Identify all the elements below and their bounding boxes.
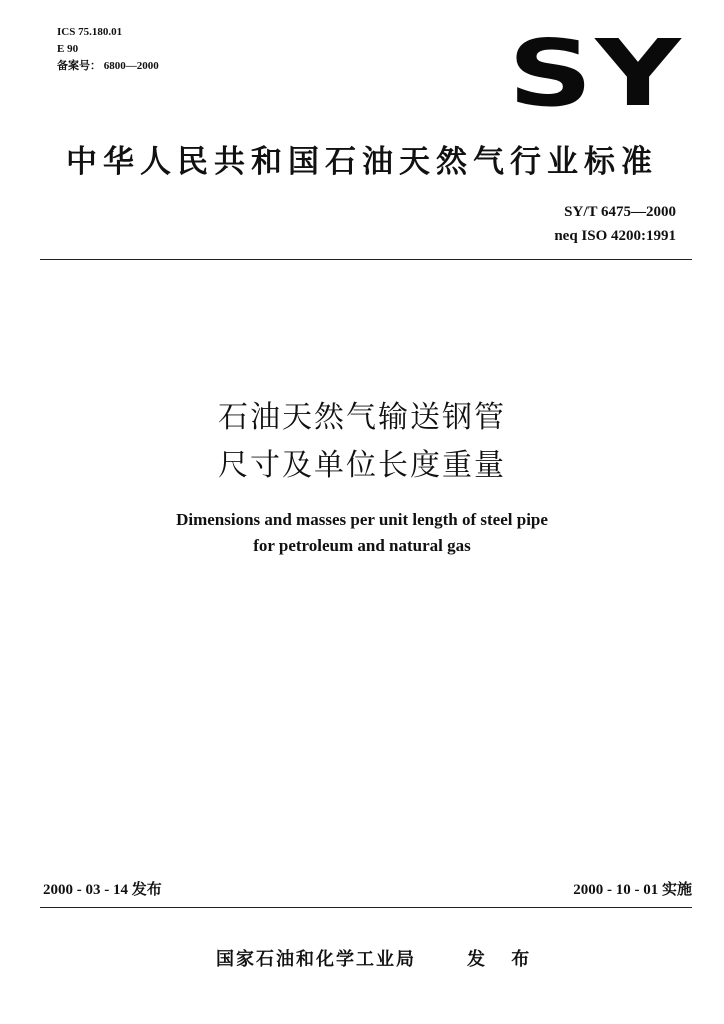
- ics-code: ICS 75.180.01: [57, 26, 123, 38]
- english-title-line-2: for petroleum and natural gas: [253, 536, 471, 555]
- classification-code: E 90: [57, 43, 79, 55]
- effective-date: 2000 - 10 - 01 实施: [573, 882, 692, 898]
- sy-logo: SY: [508, 20, 684, 127]
- record-number: 备案号： 6800—2000: [57, 60, 159, 72]
- standard-category-title: 中华人民共和国石油天然气行业标准: [66, 144, 658, 180]
- issue-date: 2000 - 03 - 14 发布: [43, 882, 162, 898]
- document-metadata: [57, 24, 159, 75]
- chinese-title-line-2: 尺寸及单位长度重量: [218, 448, 506, 483]
- bottom-divider: [40, 907, 692, 908]
- standard-number: SY/T 6475—2000: [564, 204, 676, 220]
- chinese-title-line-1: 石油天然气输送钢管: [218, 400, 506, 435]
- issue-label: 发 布: [467, 949, 540, 970]
- issuing-authority: 国家石油和化学工业局: [216, 949, 416, 970]
- top-divider: [40, 259, 692, 260]
- iso-equivalence: neq ISO 4200:1991: [554, 228, 676, 244]
- english-title-line-1: Dimensions and masses per unit length of steel pipe: [176, 510, 548, 529]
- standard-codes: [554, 200, 676, 248]
